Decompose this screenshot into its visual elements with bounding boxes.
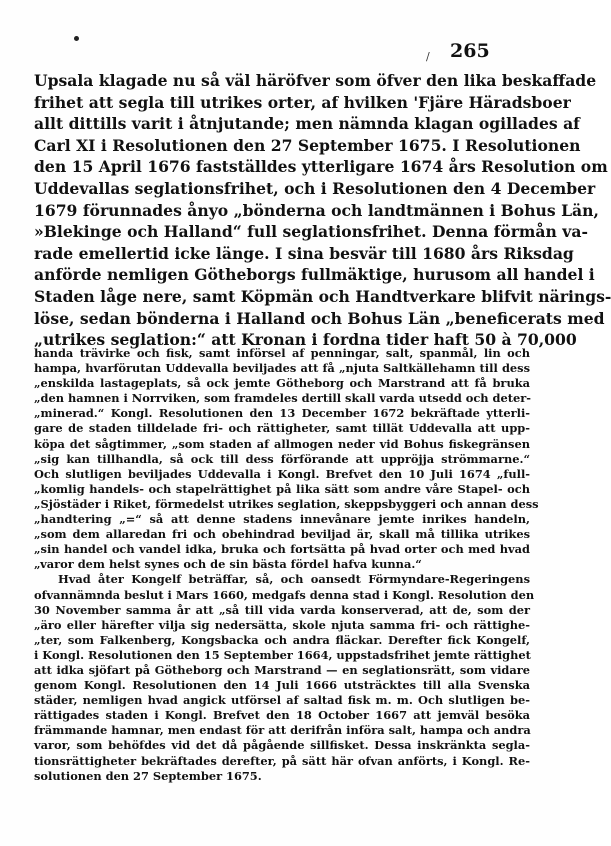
footnote-line: „komlig handels- och stapelrättighet på lika sätt som andre våre Stapel- och bbox=[34, 481, 530, 496]
footnote-paragraph-line: „äro eller härefter vilja sig nedersätta, skole njuta samma fri- och rättighe- bbox=[34, 617, 530, 632]
footnote-paragraph-line: städer, nemligen hvad angick utförsel af saltad fisk m. m. Och slutligen be- bbox=[34, 693, 530, 708]
footnote-line: Och slutligen beviljades Uddevalla i Kongl. Brefvet den 10 Juli 1674 „full- bbox=[34, 466, 530, 481]
main-text-line: Uddevallas seglationsfrihet, och i Resolutionen den 4 December bbox=[34, 178, 596, 198]
main-text-line: 1679 förunnades ånyo „bönderna och landtmännen i Bohus Län, bbox=[34, 200, 599, 220]
ink-dot bbox=[74, 36, 79, 41]
footnote-line: „Sjöstäder i Riket, förmedelst utrikes seglation, skeppsbyggeri och annan dess bbox=[34, 496, 539, 511]
main-text-line: rade emellertid icke länge. I sina besvär till 1680 års Riksdag bbox=[34, 243, 574, 263]
footnote-line: köpa det sågtimmer, „som staden af allmogen neder vid Bohus fiskegränsen bbox=[34, 436, 530, 451]
footnote-line: „varor dem helst synes och de sin bästa fördel hafva kunna.“ bbox=[34, 557, 422, 572]
footnote-paragraph-line: solutionen den 27 September 1675. bbox=[34, 768, 262, 783]
main-text-line: Upsala klagade nu så väl häröfver som öfver den lika beskaffade bbox=[34, 71, 597, 90]
main-text-line: anförde nemligen Götheborgs fullmäktige, hurusom all handel i bbox=[34, 265, 595, 285]
main-text-line: löse, sedan bönderna i Halland och Bohus Län „beneficerats med bbox=[34, 308, 605, 328]
main-text-line: allt dittills varit i åtnjutande; men nämnda klagan ogillades af bbox=[34, 114, 580, 134]
main-text-line: den 15 April 1676 fastställdes ytterligare 1674 års Resolution om bbox=[34, 157, 608, 177]
main-text-line: »Blekinge och Halland“ full seglationsfrihet. Denna förmån va- bbox=[34, 222, 588, 242]
main-text-line: frihet att segla till utrikes orter, af hvilken 'Fjäre Häradsboer bbox=[34, 92, 571, 112]
footnote-paragraph-line: genom Kongl. Resolutionen den 14 Juli 1666 utsträcktes till alla Svenska bbox=[34, 678, 530, 693]
footnote-paragraph-line: tionsrättigheter bekräftades derefter, på sätt här ofvan anförts, i Kongl. Re- bbox=[34, 753, 530, 768]
footnote-paragraph-line: ofvannämnda beslut i Mars 1660, medgafs denna stad i Kongl. Resolution den bbox=[34, 587, 535, 602]
footnote-paragraph-line: 30 November samma år att „så till vida varda konserverad, att de, som der bbox=[34, 602, 530, 617]
main-text-line: „utrikes seglation:“ att Kronan i fordna tider haft 50 à 70,000 bbox=[34, 330, 577, 350]
footnote-paragraph-line: i Kongl. Resolutionen den 15 September 1664, uppstadsfrihet jemte rättighet bbox=[34, 647, 531, 662]
main-text bbox=[34, 70, 611, 351]
footnote-line: „enskilda lastageplats, så ock jemte Götheborg och Marstrand att få bruka bbox=[34, 376, 530, 391]
footnote-paragraph-line: varor, som behöfdes vid det då pågående sillfisket. Dessa inskränkta segla- bbox=[34, 738, 530, 753]
footnote-line: handa trävirke och fisk, samt införsel af penningar, salt, spanmål, lin och bbox=[34, 346, 530, 360]
footnote-paragraph-line: främmande hamnar, men endast för att derifrån införa salt, hampa och andra bbox=[34, 723, 531, 738]
footnote-paragraph-line: „ter, som Falkenberg, Kongsbacka och andra fläckar. Derefter fick Kongelf, bbox=[34, 632, 530, 647]
footnote-paragraph-line: Hvad åter Kongelf beträffar, så, och oansedt Förmyndare-Regeringens bbox=[58, 572, 530, 587]
footnote-text bbox=[34, 346, 539, 784]
footnote-line: hampa, hvarförutan Uddevalla beviljades att få „njuta Saltkällehamn till dess bbox=[34, 361, 530, 376]
footnote-line: „som dem allaredan fri och obehindrad beviljad är, skall må tillika utrikes bbox=[34, 527, 530, 542]
main-text-line: Carl XI i Resolutionen den 27 September 1675. I Resolutionen bbox=[34, 135, 581, 155]
footnote-line: „minerad.“ Kongl. Resolutionen den 13 December 1672 bekräftade ytterli- bbox=[34, 406, 530, 421]
footnote-line: „den hamnen i Norrviken, som framdeles dertill skall varda utsedd och deter- bbox=[34, 391, 531, 406]
footnote-line: gare de staden tilldelade fri- och rättigheter, samt tillät Uddevalla att upp- bbox=[34, 421, 530, 436]
footnote-line: „handtering „=“ så att denne stadens innevånare jemte inrikes handeln, bbox=[34, 512, 530, 527]
margin-mark: / bbox=[426, 50, 430, 63]
main-text-line: Staden låge nere, samt Köpmän och Handtverkare blifvit närings- bbox=[34, 286, 611, 306]
footnote-line: „sin handel och vandel idka, bruka och fortsätta på hvad orter och med hvad bbox=[34, 542, 530, 557]
footnote-line: „sig kan tillhandla, så ock till dess förförande att uppröjja strömmarne.“ bbox=[34, 451, 530, 466]
page-number: 265 bbox=[450, 40, 490, 62]
footnote-paragraph-line: att idka sjöfart på Götheborg och Marstrand — en seglationsrätt, som vidare bbox=[34, 662, 530, 677]
footnote-paragraph-line: rättigades staden i Kongl. Brefvet den 18 October 1667 att jemväl besöka bbox=[34, 708, 530, 723]
